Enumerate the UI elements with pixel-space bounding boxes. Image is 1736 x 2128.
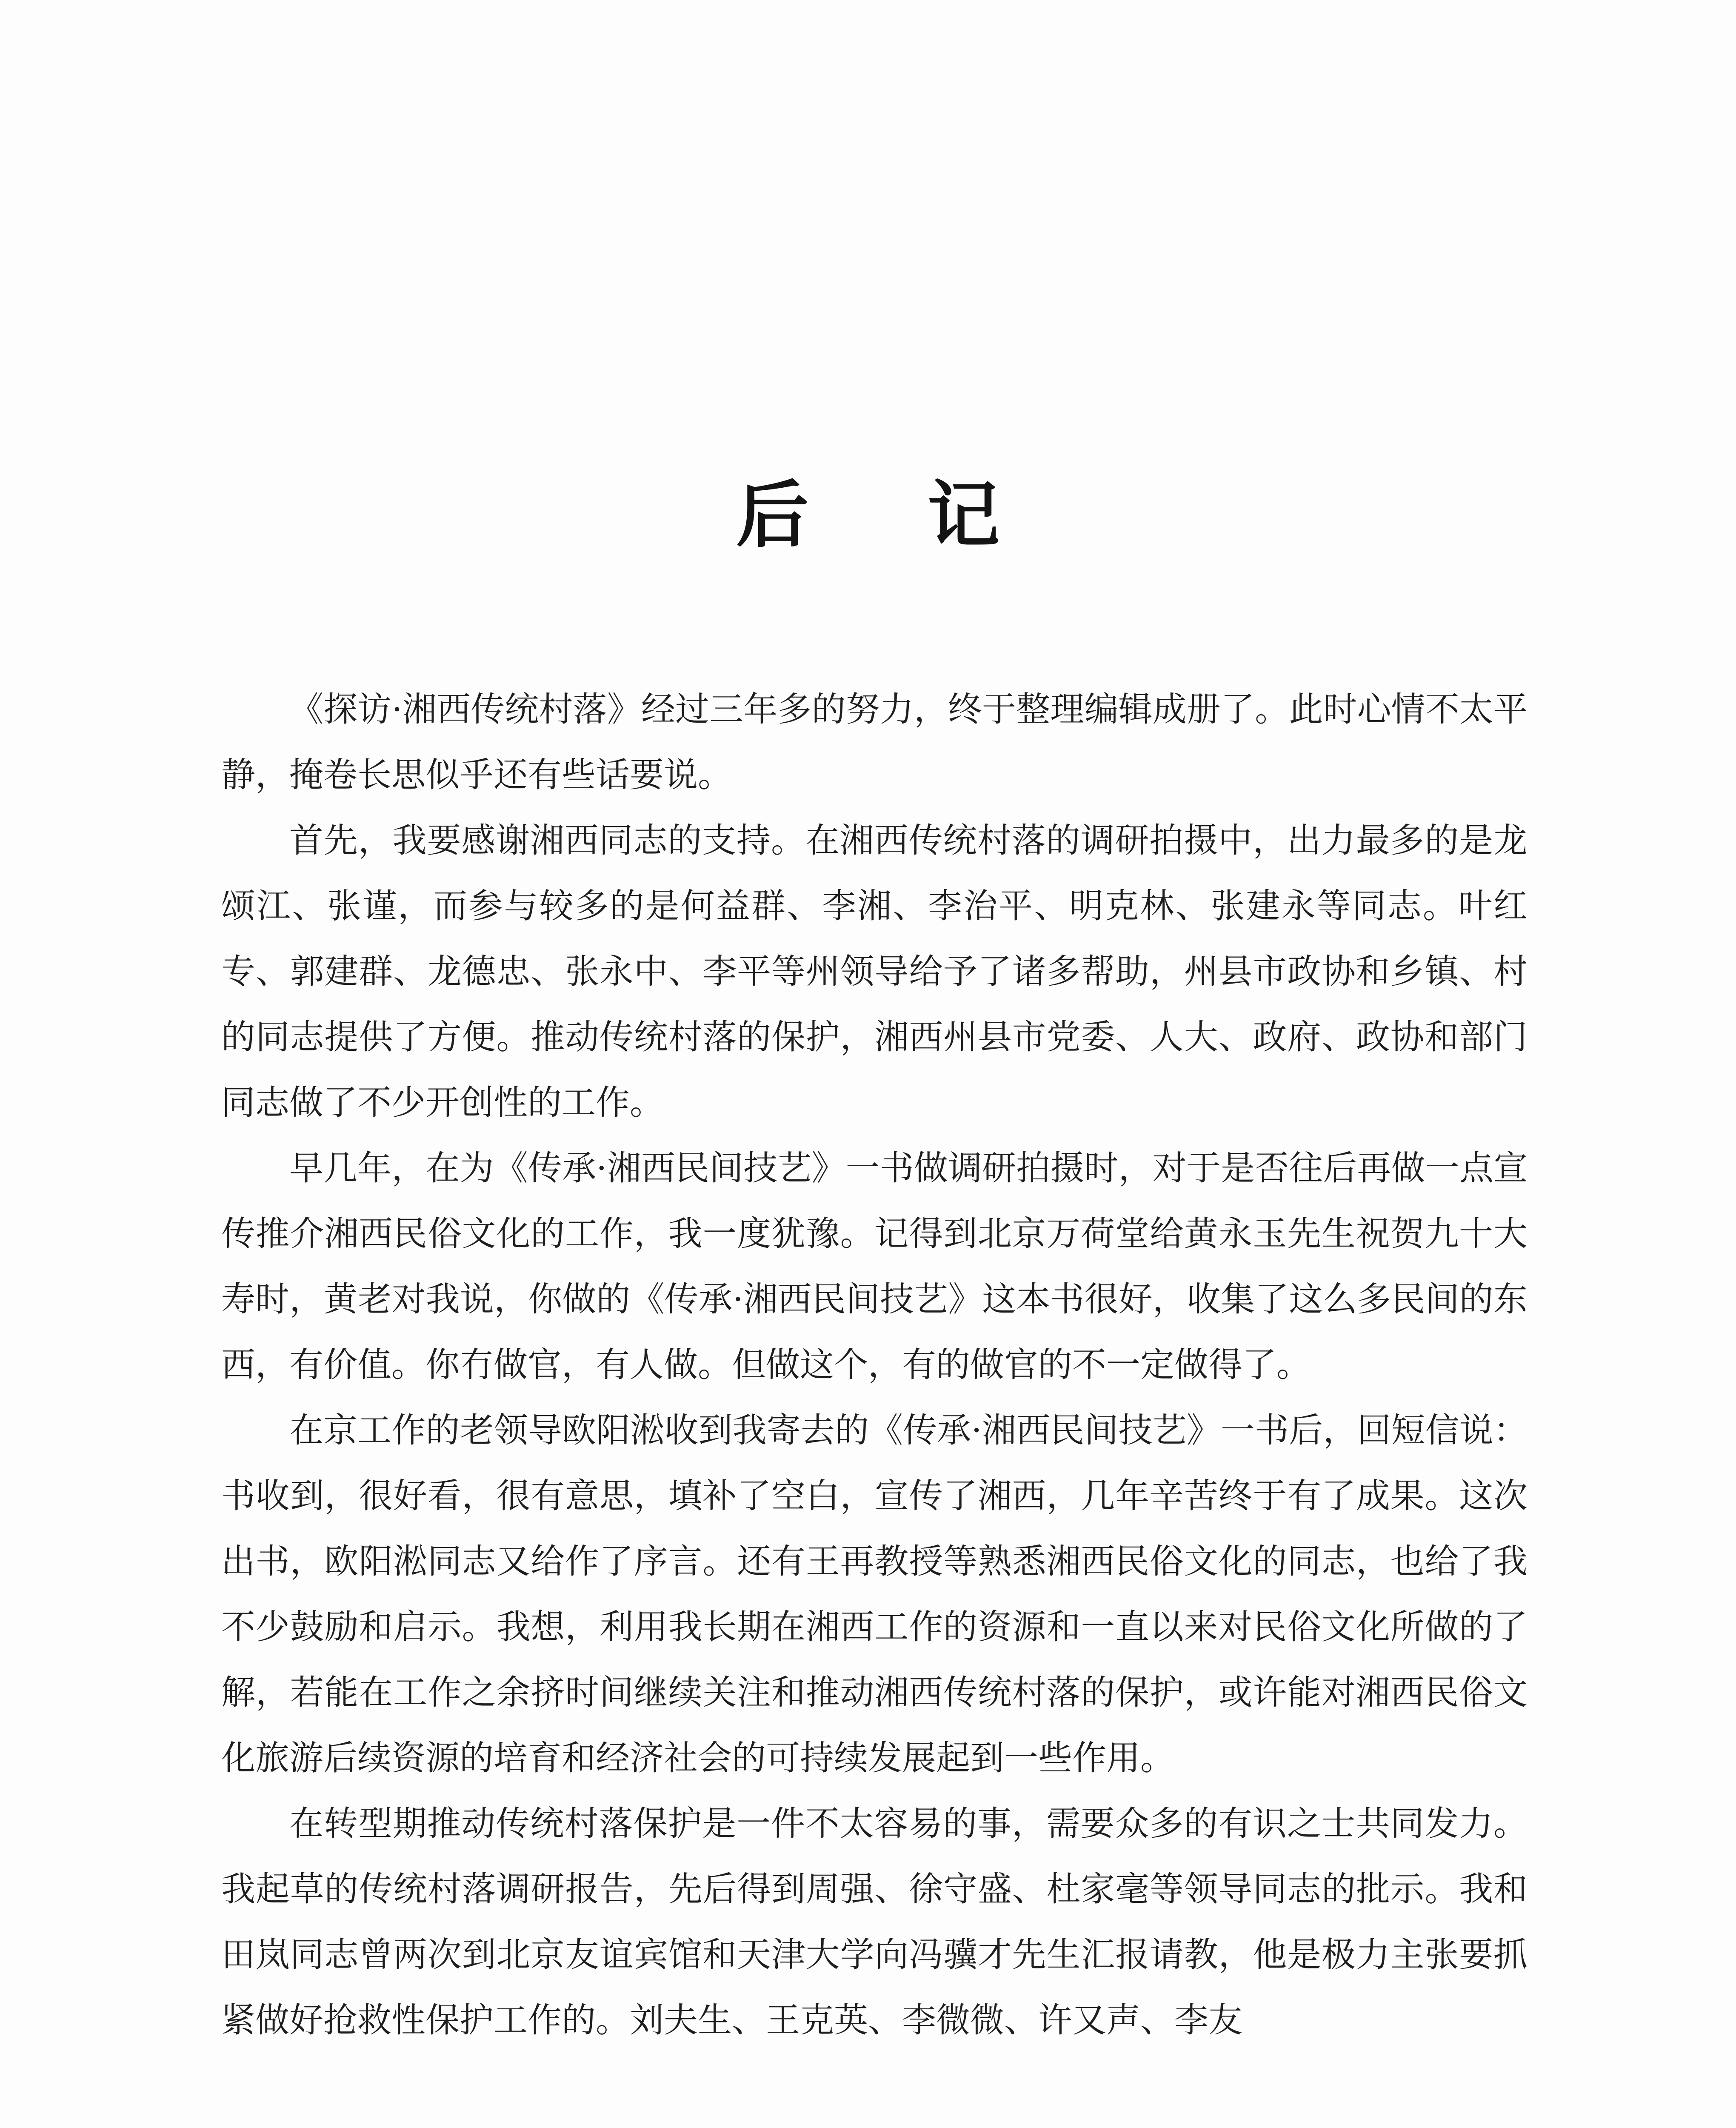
body-text [221,677,1528,2053]
paragraph: 首先，我要感谢湘西同志的支持。在湘西传统村落的调研拍摄中，出力最多的是龙颂江、张谨，而参与较多的是何益群、李湘、李治平、明克林、张建永等同志。叶红专、郭建群、龙德忠、张永中、李平等州领导给予了诸多帮助，州县市政协和乡镇、村的同志提供了方便。推动传统村落的保护，湘西州县市党委、人大、政府、政协和部门同志做了不少开创性的工作。 [221,821,1528,1122]
paragraph: 早几年，在为《传承·湘西民间技艺》一书做调研拍摄时，对于是否往后再做一点宣传推介湘西民俗文化的工作，我一度犹豫。记得到北京万荷堂给黄永玉先生祝贺九十大寿时，黄老对我说，你做的《传承·湘西民间技艺》这本书很好，收集了这么多民间的东西，有价值。你冇做官，有人做。但做这个，有的做官的不一定做得了。 [221,1148,1528,1384]
paragraph: 《探访·湘西传统村落》经过三年多的努力，终于整理编辑成册了。此时心情不太平静，掩卷长思似乎还有些话要说。 [221,689,1528,795]
paragraph: 在转型期推动传统村落保护是一件不太容易的事，需要众多的有识之士共同发力。我起草的传统村落调研报告，先后得到周强、徐守盛、杜家毫等领导同志的批示。我和田岚同志曾两次到北京友谊宾馆和天津大学向冯骥才先生汇报请教，他是极力主张要抓紧做好抢救性保护工作的。刘夫生、王克英、李微微、许又声、李友 [221,1804,1528,2040]
page-title: 后 记 [736,472,1047,558]
paragraph: 在京工作的老领导欧阳淞收到我寄去的《传承·湘西民间技艺》一书后，回短信说：书收到，很好看，很有意思，填补了空白，宣传了湘西，几年辛苦终于有了成果。这次出书，欧阳淞同志又给作了序言。还有王再教授等熟悉湘西民俗文化的同志，也给了我不少鼓励和启示。我想，利用我长期在湘西工作的资源和一直以来对民俗文化所做的了解，若能在工作之余挤时间继续关注和推动湘西传统村落的保护，或许能对湘西民俗文化旅游后续资源的培育和经济社会的可持续发展起到一些作用。 [221,1410,1528,1778]
